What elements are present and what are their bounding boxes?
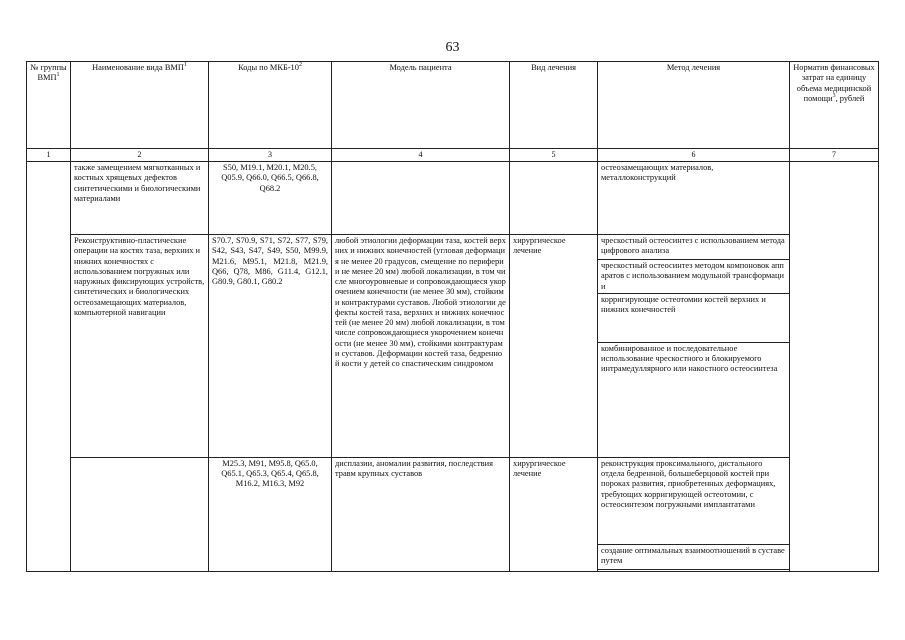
icd-codes-cell: S50, M19.1, M20.1, M20.5, Q05.9, Q66.0, Q66.5, Q66.8, Q68.2 <box>209 162 332 235</box>
column-number: 4 <box>332 149 510 162</box>
icd-codes-cell: M25.3, M91, M95.8, Q65.0, Q65.1, Q65.3, Q65.4, Q65.8, M16.2, M16.3, M92 <box>209 457 332 571</box>
treatment-method-cell: реконструкция проксимального, дистального отдела бедренной, большеберцовой костей при пороках развития, приобретенных деформациях, требующих корригирующей остеотомии, с остеосинтезом погружными имплантатами <box>598 457 790 544</box>
header-group-number: № группы ВМП$^1$ <box>27 62 71 149</box>
patient-model-cell: дисплазии, аномалии развития, последствия травм крупных суставов <box>332 457 510 571</box>
cost-norm-cell <box>790 162 879 572</box>
treatment-method-cell: комбинированное и последовательное использование чрескостного и блокируемого интрамедуллярного или накостного остеосинтеза <box>598 342 790 457</box>
treatment-method-cell: корригирующие остеотомии костей верхних и нижних конечностей <box>598 293 790 342</box>
column-number: 5 <box>510 149 598 162</box>
header-treatment-type: Вид лечения <box>510 62 598 149</box>
vmp-name-cell: Реконструктивно-пластические операции на костях таза, верхних и нижних конечностях с использованием погружных или наружных фиксирующих устройств, синтетических и биологических остеозамещающих материалов, компьютерной навигации <box>71 235 209 458</box>
column-numbers-row <box>27 149 879 162</box>
column-number: 1 <box>27 149 71 162</box>
column-number: 3 <box>209 149 332 162</box>
treatment-method-cell: чрескостный остеосинтез методом компоновок аппаратов с использованием модульной трансформации <box>598 260 790 294</box>
treatment-method-cell <box>598 569 790 571</box>
column-number: 7 <box>790 149 879 162</box>
table-row <box>27 235 879 260</box>
vmp-table <box>26 61 879 572</box>
treatment-type-cell: хирургическое лечение <box>510 235 598 458</box>
table-row <box>27 457 879 544</box>
header-treatment-method: Метод лечения <box>598 62 790 149</box>
table-row <box>27 162 879 235</box>
treatment-method-cell: остеозамещающих материалов, металлоконструкций <box>598 162 790 235</box>
header-row <box>27 62 879 149</box>
header-vmp-name: Наименование вида ВМП$^1$ <box>71 62 209 149</box>
icd-codes-cell: S70.7, S70.9, S71, S72, S77, S79, S42, S43, S47, S49, S50, M99.9, M21.6, M95.1, M21.8, M21.9, Q66, Q78, M86, G11.4, G12.1, G80.9, G80.1, G80.2 <box>209 235 332 458</box>
vmp-name-cell <box>71 457 209 571</box>
header-cost-norm: Норматив финансовых затрат на единицу объема медицинской помощи$^3$, рублей <box>790 62 879 149</box>
column-number: 6 <box>598 149 790 162</box>
patient-model-cell <box>332 162 510 235</box>
group-number-cell <box>27 162 71 572</box>
treatment-type-cell: хирургическое лечение <box>510 457 598 571</box>
vmp-name-cell: также замещением мягкотканных и костных хрящевых дефектов синтетическими и биологическими материалами <box>71 162 209 235</box>
patient-model-cell: любой этиологии деформации таза, костей верхних и нижних конечностей (угловая деформация не менее 20 градусов, смещение по периферии не менее 20 мм) любой локализации, в том числе многоуровневые и сопровождающиеся укорочением конечности (не менее 30 мм), стойкими контрактурами суставов. Любой этиологии дефекты костей таза, верхних и нижних конечностей (не менее 20 мм) любой локализации, в том числе сопровождающиеся укорочением конечности (не менее 30 мм), стойкими контрактурами суставов. Деформации костей таза, бедренной кости у детей со спастическим синдромом <box>332 235 510 458</box>
header-icd-codes: Коды по МКБ-$10^2$ <box>209 62 332 149</box>
header-patient-model: Модель пациента <box>332 62 510 149</box>
treatment-type-cell <box>510 162 598 235</box>
treatment-method-cell: создание оптимальных взаимоотношений в суставе путем <box>598 544 790 569</box>
treatment-method-cell: чрескостный остеосинтез с использованием метода цифрового анализа <box>598 235 790 260</box>
column-number: 2 <box>71 149 209 162</box>
page-number: 63 <box>445 40 460 55</box>
